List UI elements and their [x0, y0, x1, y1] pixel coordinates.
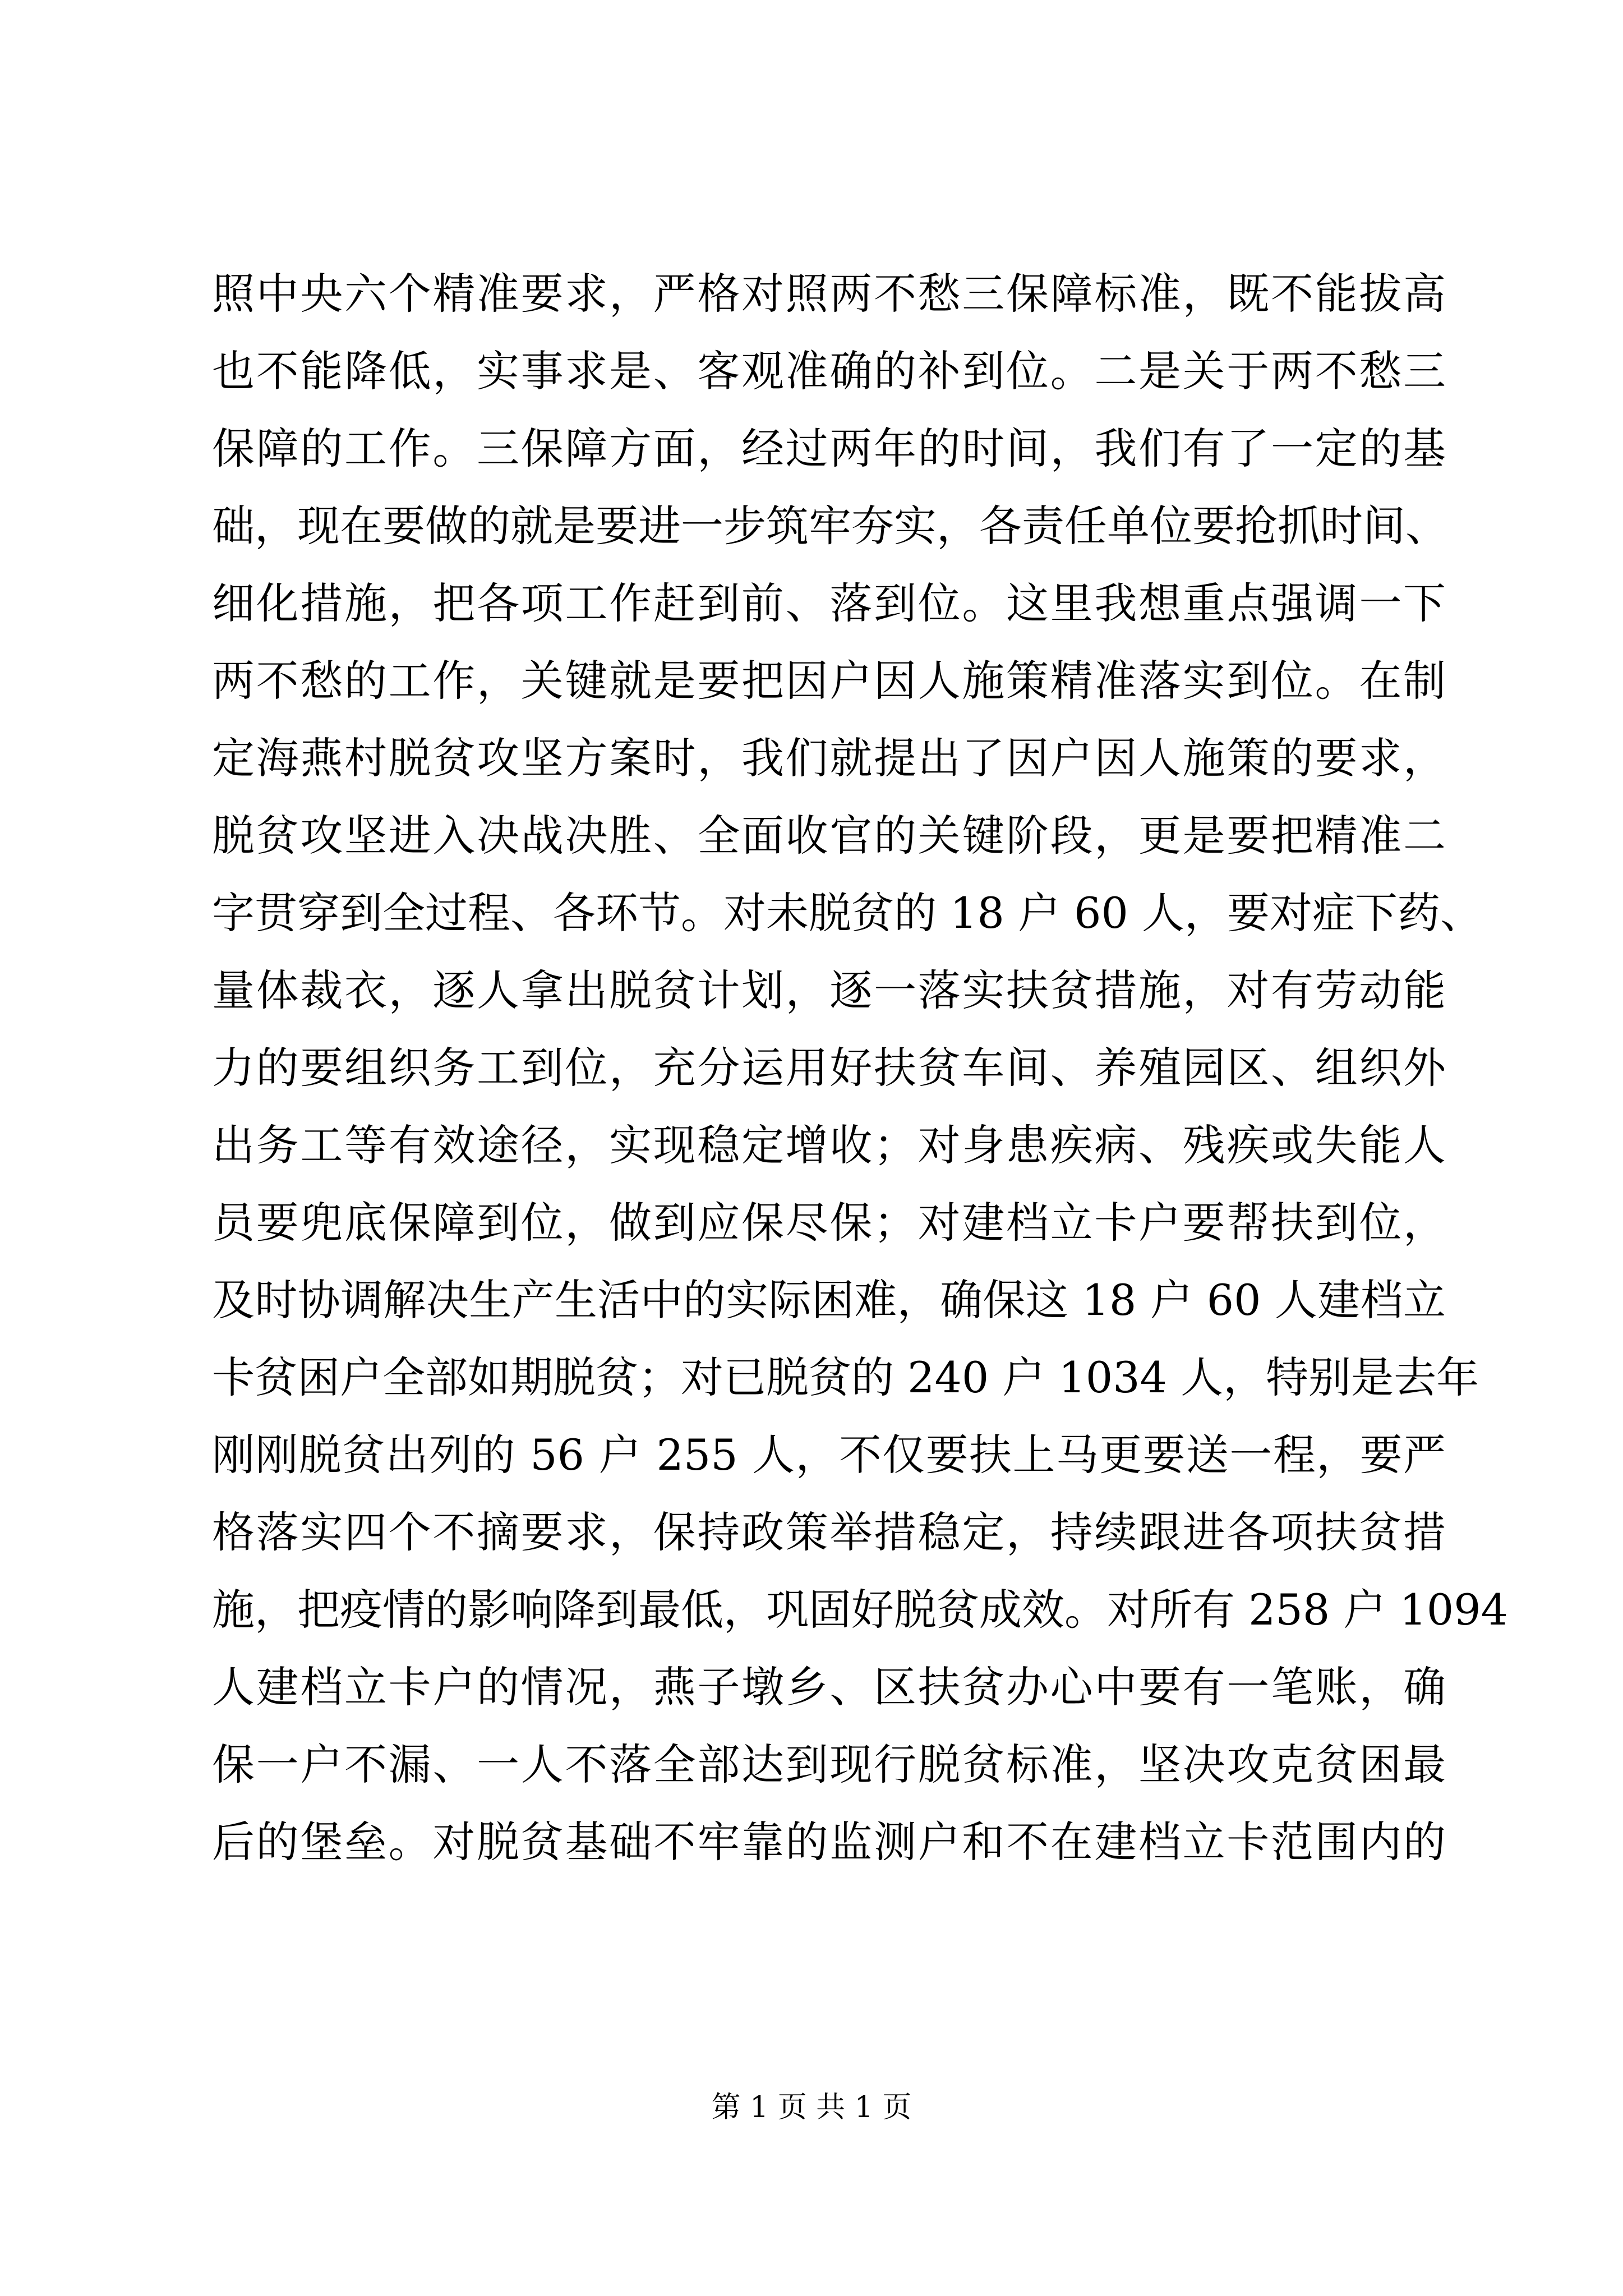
text-line: 照中央六个精准要求，严格对照两不愁三保障标准，既不能拔高: [212, 269, 1446, 319]
text-line: 也不能降低，实事求是、客观准确的补到位。二是关于两不愁三: [212, 346, 1446, 396]
text-line: 刚刚脱贫出列的 56 户 255 人，不仅要扶上马更要送一程，要严: [212, 1430, 1446, 1480]
text-line: 字贯穿到全过程、各环节。对未脱贫的 18 户 60 人，要对症下药、: [212, 888, 1483, 938]
text-line: 量体裁衣，逐人拿出脱贫计划，逐一落实扶贫措施，对有劳动能: [212, 965, 1446, 1015]
text-line: 两不愁的工作，关键就是要把因户因人施策精准落实到位。在制: [212, 656, 1446, 706]
text-line: 卡贫困户全部如期脱贫；对已脱贫的 240 户 1034 人，特别是去年: [212, 1352, 1479, 1402]
text-line: 施，把疫情的影响降到最低，巩固好脱贫成效。对所有 258 户 1094: [212, 1585, 1508, 1635]
text-line: 定海燕村脱贫攻坚方案时，我们就提出了因户因人施策的要求，: [212, 733, 1446, 783]
text-line: 及时协调解决生产生活中的实际困难，确保这 18 户 60 人建档立: [212, 1275, 1446, 1325]
page-footer: 第 1 页 共 1 页: [711, 2091, 912, 2124]
text-line: 细化措施，把各项工作赶到前、落到位。这里我想重点强调一下: [212, 578, 1446, 628]
text-line: 脱贫攻坚进入决战决胜、全面收官的关键阶段，更是要把精准二: [212, 811, 1446, 861]
text-line: 力的要组织务工到位，充分运用好扶贫车间、养殖园区、组织外: [212, 1043, 1446, 1093]
text-line: 保一户不漏、一人不落全部达到现行脱贫标准，坚决攻克贫困最: [212, 1740, 1446, 1789]
text-line: 出务工等有效途径，实现稳定增收；对身患疾病、残疾或失能人: [212, 1120, 1446, 1170]
body-text: [212, 255, 1508, 1881]
text-line: 保障的工作。三保障方面，经过两年的时间，我们有了一定的基: [212, 424, 1446, 473]
text-line: 员要兜底保障到位，做到应保尽保；对建档立卡户要帮扶到位，: [212, 1198, 1446, 1248]
text-line: 后的堡垒。对脱贫基础不牢靠的监测户和不在建档立卡范围内的: [212, 1817, 1446, 1867]
text-line: 格落实四个不摘要求，保持政策举措稳定，持续跟进各项扶贫措: [212, 1507, 1446, 1557]
text-line: 础，现在要做的就是要进一步筑牢夯实，各责任单位要抢抓时间、: [212, 501, 1448, 551]
text-line: 人建档立卡户的情况，燕子墩乡、区扶贫办心中要有一笔账，确: [212, 1662, 1446, 1712]
